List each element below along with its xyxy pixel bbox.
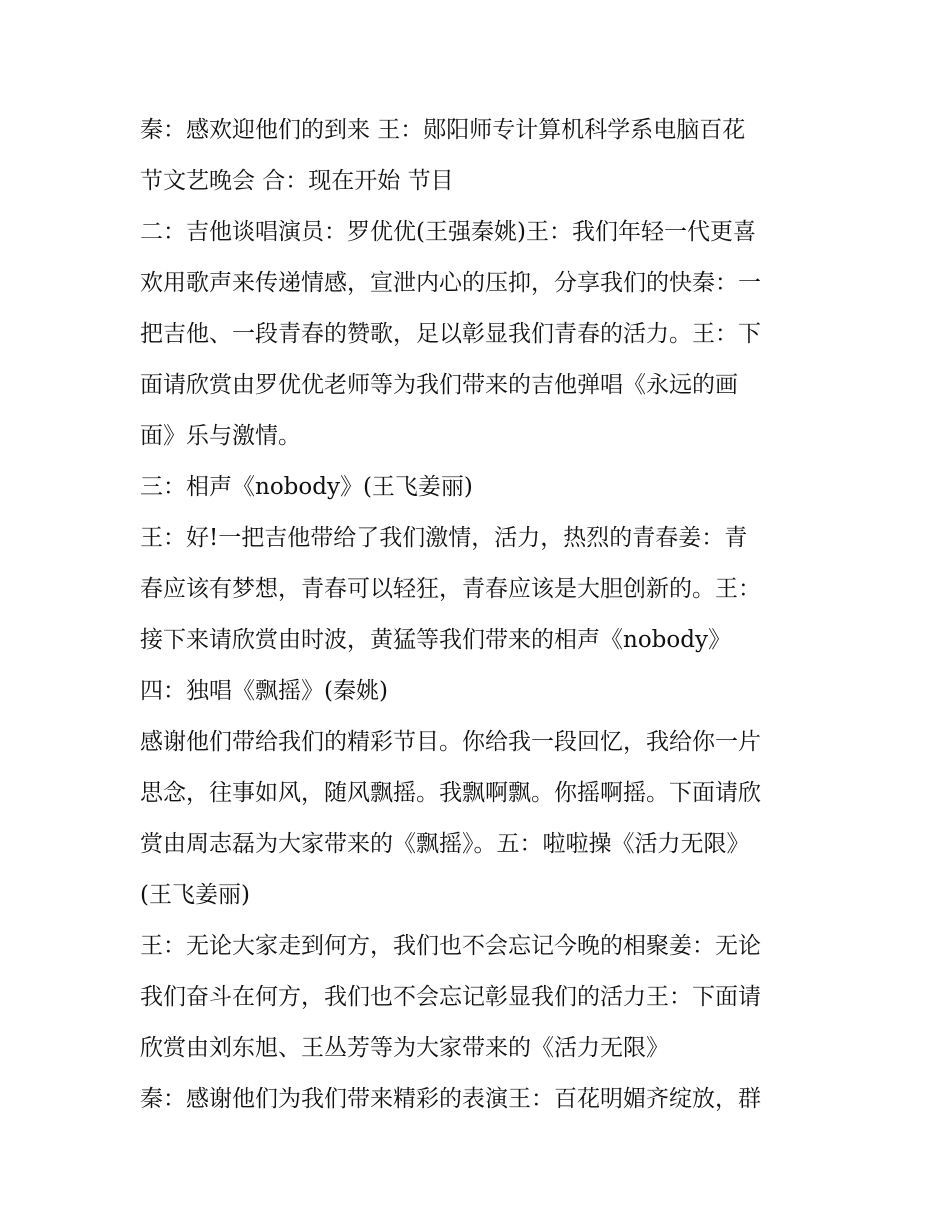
text-line: 节文艺晚会 合：现在开始 节目 (140, 168, 454, 194)
text-line: 赏由周志磊为大家带来的《飘摇》。五：啦啦操《活力无限》 (140, 831, 750, 857)
text-line: 秦：感欢迎他们的到来 王：郧阳师专计算机科学系电脑百花 (140, 117, 746, 143)
text-line: 接下来请欣赏由时波，黄猛等我们带来的相声《nobody》 (140, 627, 731, 653)
text-line: 面请欣赏由罗优优老师等为我们带来的吉他弹唱《永远的画 (140, 372, 738, 398)
text-line: 四：独唱《飘摇》(秦姚) (140, 678, 388, 704)
document-body (140, 108, 815, 1128)
text-line: (王飞姜丽) (140, 882, 250, 908)
text-line: 秦：感谢他们为我们带来精彩的表演王：百花明媚齐绽放，群 (140, 1086, 761, 1112)
text-line: 欣赏由刘东旭、王丛芳等为大家带来的《活力无限》 (140, 1035, 669, 1061)
text-line: 王：无论大家走到何方，我们也不会忘记今晚的相聚姜：无论 (140, 933, 761, 959)
text-line: 把吉他、一段青春的赞歌，足以彰显我们青春的活力。王：下 (140, 321, 761, 347)
text-line: 我们奋斗在何方，我们也不会忘记彰显我们的活力王：下面请 (140, 984, 761, 1010)
text-line: 思念，往事如风，随风飘摇。我飘啊飘。你摇啊摇。下面请欣 (140, 780, 761, 806)
text-line: 欢用歌声来传递情感，宣泄内心的压抑，分享我们的快秦：一 (140, 270, 761, 296)
text-line: 感谢他们带给我们的精彩节目。你给我一段回忆，我给你一片 (140, 729, 761, 755)
text-line: 二：吉他谈唱演员：罗优优(王强秦姚)王：我们年轻一代更喜 (140, 219, 756, 245)
text-line: 王：好!一把吉他带给了我们激情，活力，热烈的青春姜：青 (140, 525, 748, 551)
text-line: 面》乐与激情。 (140, 423, 301, 449)
text-line: 三：相声《nobody》(王飞姜丽) (140, 474, 473, 500)
text-line: 春应该有梦想，青春可以轻狂，青春应该是大胆创新的。王： (140, 576, 761, 602)
